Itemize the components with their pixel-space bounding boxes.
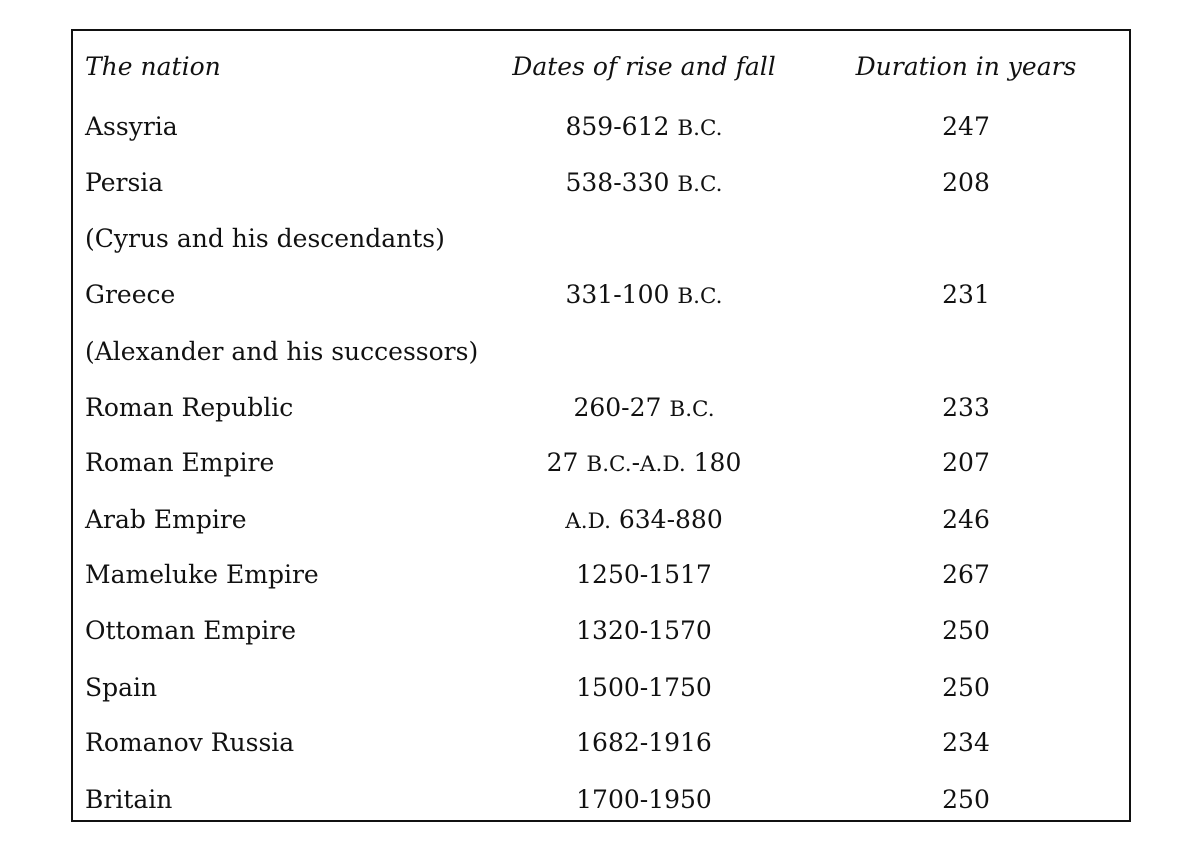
nation-note-cell: (Alexander and his successors) [85, 337, 479, 366]
nation-cell: Greece [85, 280, 176, 309]
table-row [73, 332, 1129, 372]
table-row [73, 780, 1129, 820]
dates-cell: 1250-1517 [576, 560, 712, 589]
table-row [73, 163, 1129, 203]
nation-cell: Persia [85, 168, 164, 197]
nation-cell: Roman Republic [85, 393, 294, 422]
table-row [73, 275, 1129, 315]
duration-cell: 207 [942, 448, 990, 477]
dates-cell: 27 B.C.-A.D. 180 [546, 448, 742, 477]
nation-cell: Britain [85, 785, 173, 814]
empires-table [71, 29, 1131, 822]
duration-cell: 234 [942, 728, 990, 757]
table-header-row [73, 47, 1129, 87]
duration-cell: 250 [942, 673, 990, 702]
duration-cell: 246 [942, 505, 990, 534]
duration-cell: 208 [942, 168, 990, 197]
dates-cell: 331-100 B.C. [565, 280, 723, 309]
table-row [73, 443, 1129, 483]
dates-cell: 859-612 B.C. [565, 112, 723, 141]
table-row [73, 723, 1129, 763]
header-dates: Dates of rise and fall [512, 52, 776, 81]
nation-cell: Arab Empire [85, 505, 247, 534]
table-row [73, 500, 1129, 540]
header-nation: The nation [85, 52, 221, 81]
nation-cell: Ottoman Empire [85, 616, 296, 645]
dates-cell: 1500-1750 [576, 673, 712, 702]
dates-cell: A.D. 634-880 [565, 505, 723, 534]
duration-cell: 233 [942, 393, 990, 422]
nation-cell: Mameluke Empire [85, 560, 319, 589]
nation-note-cell: (Cyrus and his descendants) [85, 224, 445, 253]
table-row [73, 668, 1129, 708]
nation-cell: Spain [85, 673, 158, 702]
table-row [73, 107, 1129, 147]
nation-cell: Romanov Russia [85, 728, 295, 757]
duration-cell: 231 [942, 280, 990, 309]
duration-cell: 250 [942, 616, 990, 645]
dates-cell: 1700-1950 [576, 785, 712, 814]
header-duration: Duration in years [855, 52, 1077, 81]
dates-cell: 1682-1916 [576, 728, 712, 757]
nation-cell: Roman Empire [85, 448, 275, 477]
table-row [73, 388, 1129, 428]
dates-cell: 538-330 B.C. [565, 168, 723, 197]
dates-cell: 260-27 B.C. [573, 393, 715, 422]
table-row [73, 219, 1129, 259]
duration-cell: 247 [942, 112, 990, 141]
dates-cell: 1320-1570 [576, 616, 712, 645]
table-row [73, 555, 1129, 595]
nation-cell: Assyria [85, 112, 178, 141]
duration-cell: 250 [942, 785, 990, 814]
table-row [73, 611, 1129, 651]
duration-cell: 267 [942, 560, 990, 589]
